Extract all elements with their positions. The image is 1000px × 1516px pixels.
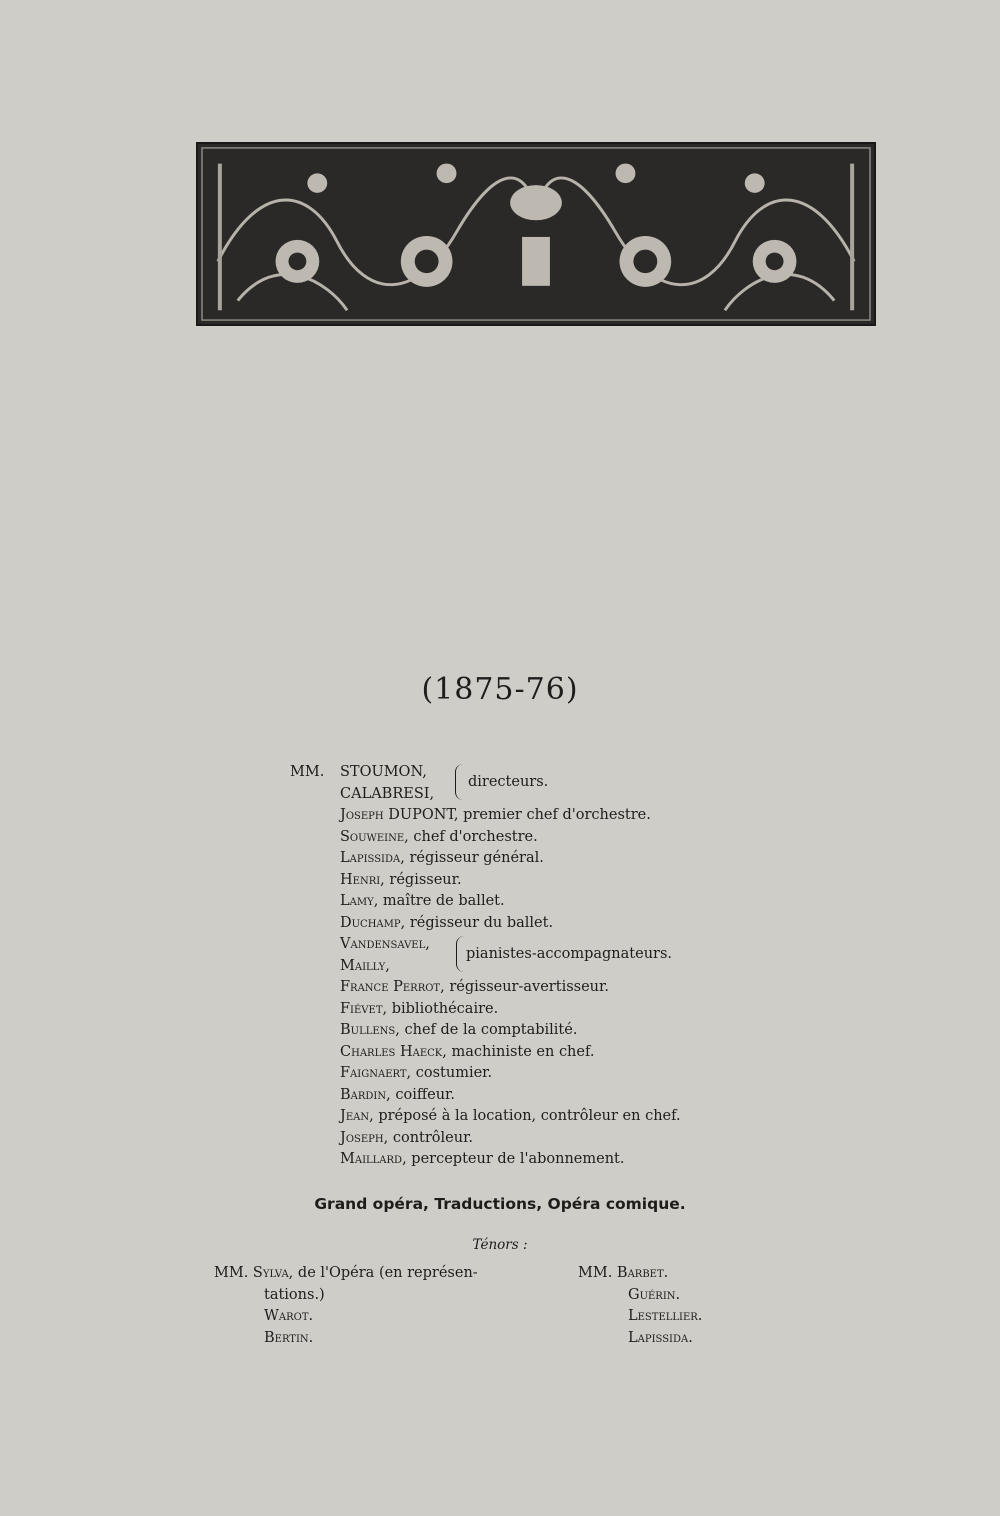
staff-row: Jean, préposé à la location, contrôleur en chef. — [340, 1108, 681, 1124]
staff-row: Lapissida, régisseur général. — [340, 850, 544, 866]
brace — [455, 764, 464, 800]
directors-role: directeurs. — [468, 774, 549, 790]
tenor-entry-continuation: tations.) — [264, 1286, 325, 1303]
directors-group — [290, 762, 681, 805]
staff-row: Maillard, percepteur de l'abonnement. — [340, 1151, 625, 1167]
pianists-role: pianistes-accompagnateurs. — [466, 946, 673, 962]
staff-row: France Perrot, régisseur-avertisseur. — [340, 979, 609, 995]
tenor-entry: Lestellier. — [628, 1308, 703, 1324]
section-title: Grand opéra, Traductions, Opéra comique. — [314, 1195, 686, 1213]
tenor-entry: Guérin. — [628, 1286, 681, 1303]
tenor-entry: MM. Sylva, de l'Opéra (en représen- — [214, 1265, 478, 1281]
director-name: STOUMON, — [340, 764, 427, 780]
ornament-icon — [198, 144, 874, 324]
staff-row: Fiévet, bibliothécaire. — [340, 1000, 499, 1017]
tenor-entry: Warot. — [264, 1308, 314, 1324]
pianist-name: Mailly, — [340, 957, 390, 974]
staff-row: Faignaert, costumier. — [340, 1065, 493, 1081]
director-name: CALABRESI, — [340, 785, 435, 802]
staff-row: Charles Haeck, machiniste en chef. — [340, 1043, 595, 1060]
staff-row: Joseph, contrôleur. — [340, 1129, 474, 1146]
voice-heading: Ténors : — [472, 1237, 528, 1253]
staff-row: Joseph DUPONT, premier chef d'orchestre. — [340, 807, 651, 823]
staff-list — [290, 762, 681, 1171]
tenors-left-column — [214, 1263, 478, 1349]
directors-prefix: MM. — [290, 764, 325, 780]
brace — [456, 936, 465, 972]
tenor-entry: Bertin. — [264, 1329, 314, 1346]
tenor-entry: Lapissida. — [628, 1329, 693, 1346]
staff-row: Souweine, chef d'orchestre. — [340, 828, 538, 845]
staff-row: Lamy, maître de ballet. — [340, 893, 505, 909]
ornamental-header-band — [196, 142, 876, 326]
tenor-entry: MM. Barbet. — [578, 1265, 669, 1281]
staff-row: Henri, régisseur. — [340, 871, 462, 888]
staff-row: Bardin, coiffeur. — [340, 1086, 456, 1103]
season-year: (1875-76) — [421, 672, 579, 707]
tenors-right-column — [578, 1263, 702, 1349]
pianists-group — [290, 934, 681, 977]
pianist-name: Vandensavel, — [340, 936, 430, 952]
staff-row: Bullens, chef de la comptabilité. — [340, 1022, 578, 1038]
staff-row: Duchamp, régisseur du ballet. — [340, 914, 554, 931]
